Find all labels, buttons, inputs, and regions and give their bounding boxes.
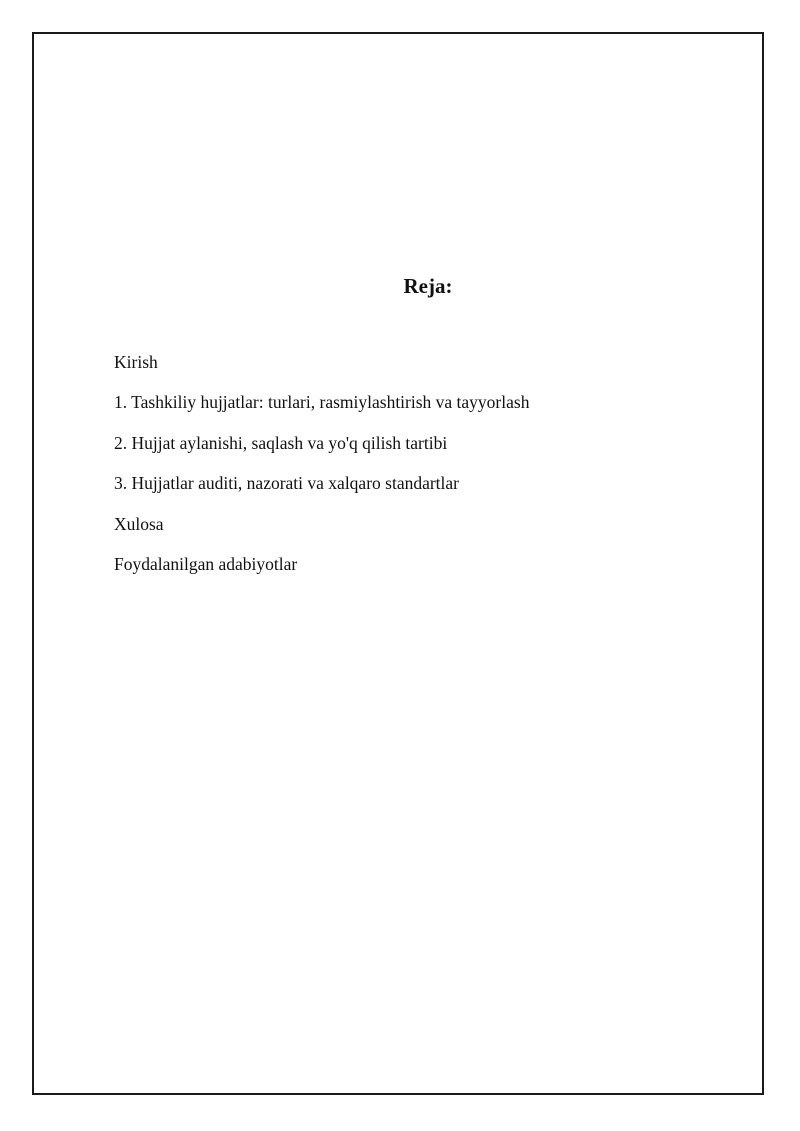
toc-item-chapter-3: 3. Hujjatlar auditi, nazorati va xalqaro standartlar xyxy=(114,473,460,494)
toc-item-conclusion: Xulosa xyxy=(114,513,164,534)
toc-item-references: Foydalanilgan adabiyotlar xyxy=(114,553,298,574)
table-of-contents xyxy=(114,349,529,591)
toc-item-chapter-1: 1. Tashkiliy hujjatlar: turlari, rasmiylashtirish va tayyorlash xyxy=(114,392,530,413)
toc-item-chapter-2: 2. Hujjat aylanishi, saqlash va yo'q qilish tartibi xyxy=(114,432,448,453)
toc-item-introduction: Kirish xyxy=(114,352,158,372)
page-title: Reja: xyxy=(403,274,453,298)
